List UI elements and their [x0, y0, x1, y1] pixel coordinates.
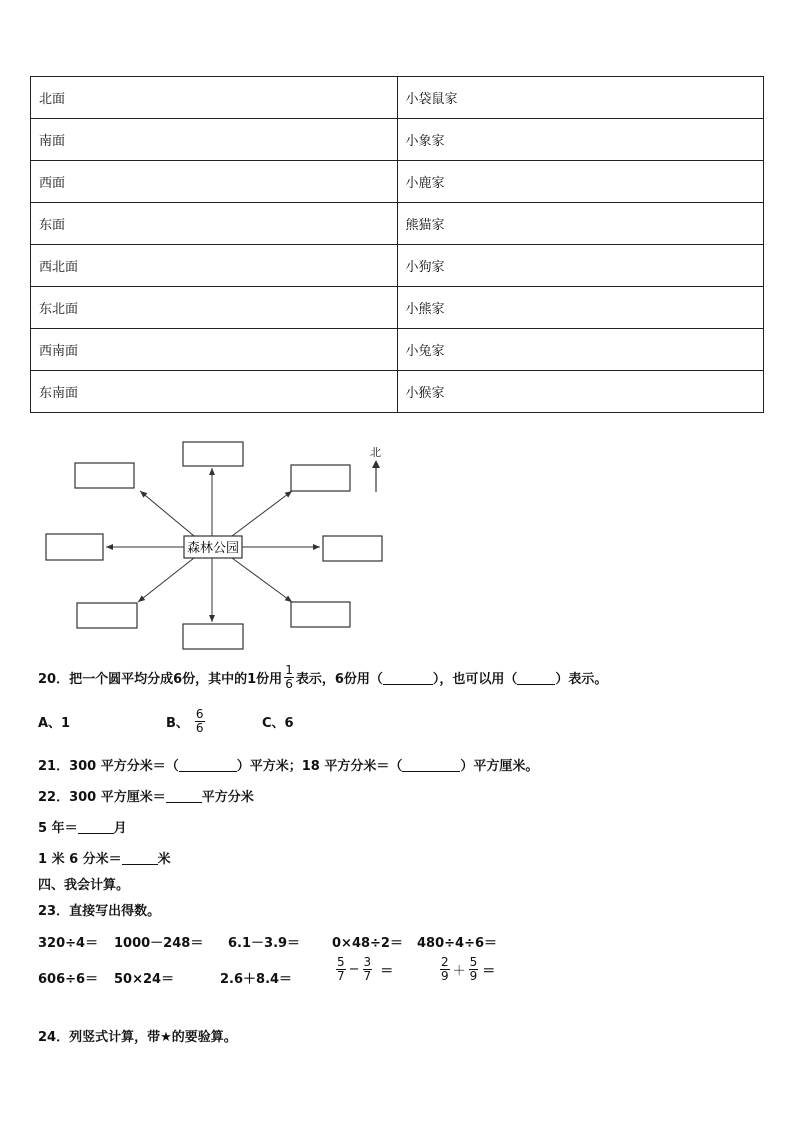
home-cell: 小鹿家	[397, 161, 764, 203]
q20-fraction	[284, 664, 294, 691]
question-20	[38, 664, 607, 691]
direction-cell: 西北面	[31, 245, 398, 287]
box-east	[323, 536, 382, 561]
arrow-northwest	[140, 491, 194, 536]
direction-diagram-svg	[40, 436, 400, 656]
table-row	[31, 329, 764, 371]
home-cell: 小熊家	[397, 287, 764, 329]
q20-answer-blank-2[interactable]	[517, 670, 555, 685]
direction-cell: 北面	[31, 77, 398, 119]
box-south	[183, 624, 243, 649]
q20-option-b[interactable]	[166, 708, 262, 735]
box-southwest	[77, 603, 137, 628]
q23-f-equals-1: ＝	[380, 964, 394, 979]
home-cell: 小猴家	[397, 371, 764, 413]
table-row	[31, 77, 764, 119]
question-22-line1	[38, 786, 254, 805]
table-row	[31, 245, 764, 287]
arrow-southwest	[138, 558, 194, 602]
home-cell: 小兔家	[397, 329, 764, 371]
q21-answer-blank-1[interactable]	[179, 757, 237, 772]
direction-cell: 东南面	[31, 371, 398, 413]
q20-option-b-denominator: 6	[195, 721, 204, 735]
table-row	[31, 287, 764, 329]
box-west	[46, 534, 103, 560]
direction-table	[30, 76, 764, 413]
north-label: 北	[370, 446, 381, 459]
q23-item-5: 480÷4÷6＝	[417, 936, 498, 951]
q23-item-3: 6.1－3.9＝	[228, 936, 301, 951]
q23-item-2: 1000－248＝	[114, 936, 204, 951]
q23-f3-denominator: 9	[441, 969, 449, 983]
arrow-northeast	[232, 491, 292, 536]
q23-f3-operator: ＋	[452, 964, 466, 979]
q23-f1-numerator: 5	[337, 955, 345, 969]
q23-f1-denominator: 7	[337, 969, 345, 983]
q20-option-b-fraction	[195, 708, 205, 735]
q21-part2: ）平方米；18 平方分米＝（	[236, 759, 403, 774]
table-row	[31, 119, 764, 161]
q20-options	[38, 708, 294, 735]
q20-option-c-text: C、6	[262, 716, 294, 731]
q22-line1-text: 22．300 平方厘米＝	[38, 790, 166, 805]
q20-mid2: ），也可以用（	[432, 672, 518, 687]
q20-answer-blank-1[interactable]	[383, 670, 433, 685]
direction-cell: 西面	[31, 161, 398, 203]
q20-option-a-text: A、1	[38, 716, 71, 731]
q21-part3: ）平方厘米。	[460, 759, 539, 774]
q23-f4-denominator: 9	[469, 969, 478, 983]
q20-option-b-label: B、	[166, 716, 189, 731]
q23-item-7: 50×24＝	[114, 972, 175, 987]
q20-frac-denominator: 6	[285, 677, 293, 691]
q22-answer-blank-1[interactable]	[166, 788, 202, 803]
q23-item-10	[438, 956, 495, 983]
q21-answer-blank-2[interactable]	[402, 757, 460, 772]
north-indicator	[368, 444, 388, 494]
table-row	[31, 203, 764, 245]
q20-suffix: ）表示。	[555, 672, 608, 687]
q23-f3-numerator: 2	[441, 955, 449, 969]
q23-f1-operator: −	[348, 962, 360, 977]
box-northwest	[75, 463, 134, 488]
q22-line3-text: 1 米 6 分米＝	[38, 852, 122, 867]
center-label: 森林公园	[186, 541, 240, 556]
table-row	[31, 161, 764, 203]
q23-f-equals-2: ＝	[482, 964, 496, 979]
box-northeast	[291, 465, 350, 491]
q20-mid: 表示，6份用（	[295, 672, 383, 687]
q22-line2-text: 5 年＝	[38, 821, 78, 836]
forest-park-diagram	[40, 436, 400, 656]
q22-answer-blank-2[interactable]	[78, 819, 114, 834]
direction-cell: 南面	[31, 119, 398, 161]
box-north	[183, 442, 243, 466]
direction-cell: 东北面	[31, 287, 398, 329]
q20-option-b-numerator: 6	[195, 707, 204, 721]
q23-item-6: 606÷6＝	[38, 972, 99, 987]
direction-cell: 东面	[31, 203, 398, 245]
q20-prefix: 20．把一个圆平均分成6份，其中的1份用	[38, 672, 283, 687]
box-southeast	[291, 602, 350, 627]
q21-part1: 21．300 平方分米＝（	[38, 759, 179, 774]
q23-item-4: 0×48÷2＝	[332, 936, 403, 951]
q23-title-text: 23．直接写出得数。	[38, 904, 161, 919]
section-4-title: 四、我会计算。	[38, 878, 130, 893]
question-22-line3	[38, 848, 171, 867]
north-arrow-icon	[368, 444, 388, 494]
q22-line2-unit: 月	[113, 821, 127, 836]
q23-f4-numerator: 5	[469, 955, 478, 969]
direction-cell: 西南面	[31, 329, 398, 371]
q23-item-1: 320÷4＝	[38, 936, 99, 951]
question-22-line2	[38, 817, 127, 836]
q20-option-c[interactable]	[262, 712, 294, 731]
q24-text: 24．列竖式计算，带★的要验算。	[38, 1030, 237, 1045]
q20-option-a[interactable]	[38, 712, 166, 731]
question-23-title	[38, 900, 160, 919]
q23-f2-numerator: 3	[363, 955, 372, 969]
q23-f2-denominator: 7	[363, 969, 372, 983]
home-cell: 小袋鼠家	[397, 77, 764, 119]
home-cell: 熊猫家	[397, 203, 764, 245]
q22-line1-unit: 平方分米	[201, 790, 254, 805]
q23-item-9	[334, 956, 393, 983]
section-4-heading	[38, 874, 129, 893]
arrow-southeast	[232, 558, 292, 602]
question-21	[38, 755, 538, 774]
q22-answer-blank-3[interactable]	[122, 850, 158, 865]
table-row	[31, 371, 764, 413]
q23-item-8: 2.6＋8.4＝	[220, 972, 293, 987]
q22-line3-unit: 米	[157, 852, 171, 867]
question-24	[38, 1026, 237, 1045]
home-cell: 小狗家	[397, 245, 764, 287]
home-cell: 小象家	[397, 119, 764, 161]
q20-frac-numerator: 1	[285, 663, 293, 677]
